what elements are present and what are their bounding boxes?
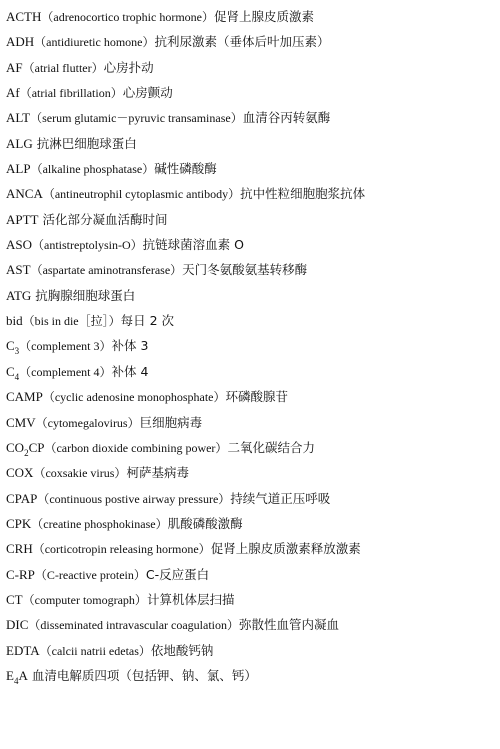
full-term: （disseminated intravascular coagulation） — [28, 618, 239, 633]
full-term: （complement 3） — [19, 339, 112, 354]
glossary-entry — [6, 257, 500, 282]
full-term: （computer tomograph） — [22, 592, 147, 607]
abbreviation: ALT — [6, 110, 31, 126]
chinese-term: 持续气道正压呼吸 — [230, 490, 331, 506]
full-term: （antidiuretic homone） — [34, 35, 155, 50]
chinese-term: 补体 3 — [111, 338, 149, 354]
full-term: （serum glutamic－pyruvic transaminase） — [30, 111, 243, 126]
abbreviation: CPK — [6, 515, 32, 531]
chinese-term: 肌酸磷酸激酶 — [167, 515, 243, 531]
chinese-term: 依地酸钙钠 — [150, 642, 214, 658]
full-term: （C-reactive protein） — [34, 567, 146, 582]
abbreviation-subscript: 4 — [13, 675, 19, 686]
chinese-term: 血清谷丙转氨酶 — [242, 110, 331, 126]
glossary-entry — [6, 562, 500, 587]
glossary-entry — [6, 4, 500, 29]
abbreviation: CO — [6, 439, 25, 455]
chinese-term: 环磷酸腺苷 — [225, 389, 288, 405]
glossary-entry — [6, 410, 500, 435]
glossary-entry — [6, 612, 500, 637]
glossary-entry — [6, 486, 500, 511]
glossary-entry — [6, 511, 500, 536]
abbreviation-tail: CP — [28, 439, 45, 455]
chinese-term: 抗利尿激素（垂体后叶加压素） — [154, 34, 330, 50]
abbreviation: EDTA — [6, 642, 40, 658]
glossary-entry — [6, 663, 500, 688]
full-term: （creatine phosphokinase） — [31, 516, 168, 531]
glossary-entry — [6, 638, 500, 663]
full-term: （calcii natrii edetas） — [39, 643, 151, 658]
chinese-term: C-反应蛋白 — [145, 566, 210, 582]
abbreviation: C — [6, 338, 15, 354]
abbreviation: Af — [6, 85, 20, 101]
chinese-term: 活化部分凝血活酶时间 — [42, 211, 168, 227]
full-term: （coxsakie virus） — [33, 466, 127, 481]
abbreviation: ACTH — [6, 9, 42, 24]
glossary-entry — [6, 384, 500, 409]
chinese-term: 心房扑动 — [103, 59, 154, 75]
glossary-entry — [6, 131, 500, 156]
chinese-term: 促肾上腺皮质激素释放激素 — [210, 541, 361, 557]
chinese-term: 抗中性粒细胞胞浆抗体 — [240, 186, 366, 202]
abbreviation: DIC — [6, 617, 29, 633]
glossary-entry — [6, 460, 500, 485]
chinese-term: 二氧化碳结合力 — [227, 439, 315, 455]
chinese-term: 天门冬氨酸氨基转移酶 — [182, 262, 308, 278]
abbreviation-subscript: 3 — [14, 346, 20, 357]
abbreviation: E — [6, 667, 14, 683]
chinese-term: 抗淋巴细胞球蛋白 — [36, 135, 137, 151]
glossary-entry — [6, 359, 500, 384]
full-term: （atrial fibrillation） — [19, 86, 123, 101]
glossary-entry — [6, 181, 500, 206]
abbreviation: C-RP — [6, 566, 35, 582]
chinese-term: 心房颤动 — [122, 85, 173, 101]
abbreviation: ALG — [6, 135, 33, 151]
abbreviation: CT — [6, 591, 23, 607]
abbreviation: ADH — [6, 34, 35, 50]
glossary-entry — [6, 587, 500, 612]
abbreviation: CMV — [6, 414, 36, 430]
glossary-entry — [6, 207, 500, 232]
chinese-term: 弥散性血管内凝血 — [239, 617, 340, 633]
full-term: （carbon dioxide combining power） — [44, 440, 228, 455]
glossary-entry — [6, 333, 500, 358]
full-term: （bis in die［拉］） — [22, 314, 121, 329]
chinese-term: 抗链球菌溶血素 O — [142, 237, 244, 253]
full-term: （aspartate aminotransferase） — [30, 263, 183, 278]
glossary-entry — [6, 80, 500, 105]
abbreviation: ASO — [6, 237, 33, 253]
chinese-term: 补体 4 — [111, 363, 149, 379]
abbreviation: CPAP — [6, 490, 38, 506]
full-term: （cytomegalovirus） — [35, 415, 140, 430]
glossary-entry — [6, 308, 500, 333]
full-term: （alkaline phosphatase） — [30, 162, 155, 177]
full-term: （adrenocortico trophic hormone） — [41, 10, 215, 24]
chinese-term: 抗胸腺细胞球蛋白 — [35, 287, 136, 303]
full-term: （continuous postive airway pressure） — [37, 491, 231, 506]
full-term: （antistreptolysin-O） — [32, 238, 143, 253]
glossary-entry — [6, 283, 500, 308]
chinese-term: 柯萨基病毒 — [126, 465, 189, 481]
chinese-term: 计算机体层扫描 — [146, 591, 235, 607]
glossary-entry — [6, 536, 500, 561]
abbreviation-tail: A — [18, 667, 28, 683]
glossary-entry — [6, 156, 500, 181]
abbreviation: C — [6, 363, 15, 379]
abbreviation: COX — [6, 465, 34, 481]
abbreviation: APTT — [6, 211, 39, 227]
full-term: （complement 4） — [19, 364, 112, 379]
full-term: （corticotropin releasing hormone） — [32, 542, 211, 557]
abbreviation-subscript: 2 — [24, 447, 29, 458]
chinese-term: 促肾上腺皮质激素 — [214, 9, 315, 24]
glossary-entry — [6, 105, 500, 130]
chinese-term: 每日 2 次 — [120, 313, 175, 329]
full-term: （antineutrophil cytoplasmic antibody） — [42, 187, 241, 202]
abbreviation: ALP — [6, 161, 31, 177]
abbreviation: AF — [6, 59, 23, 75]
glossary-entry — [6, 232, 500, 257]
abbreviation: CRH — [6, 541, 33, 557]
abbreviation: ANCA — [6, 186, 43, 202]
abbreviation: CAMP — [6, 389, 43, 405]
glossary-entry — [6, 55, 500, 80]
chinese-term: 血清电解质四项（包括钾、钠、氯、钙） — [31, 667, 257, 683]
chinese-term: 巨细胞病毒 — [139, 414, 203, 430]
abbreviation: AST — [6, 262, 31, 278]
abbreviation-subscript: 4 — [14, 371, 20, 382]
abbreviation: ATG — [6, 287, 32, 303]
full-term: （cyclic adenosine monophosphate） — [42, 390, 226, 405]
chinese-term: 碱性磷酸酶 — [154, 161, 217, 177]
abbreviation: bid — [6, 313, 23, 329]
glossary-entry — [6, 435, 500, 460]
full-term: （atrial flutter） — [22, 60, 104, 75]
glossary-entry — [6, 29, 500, 54]
